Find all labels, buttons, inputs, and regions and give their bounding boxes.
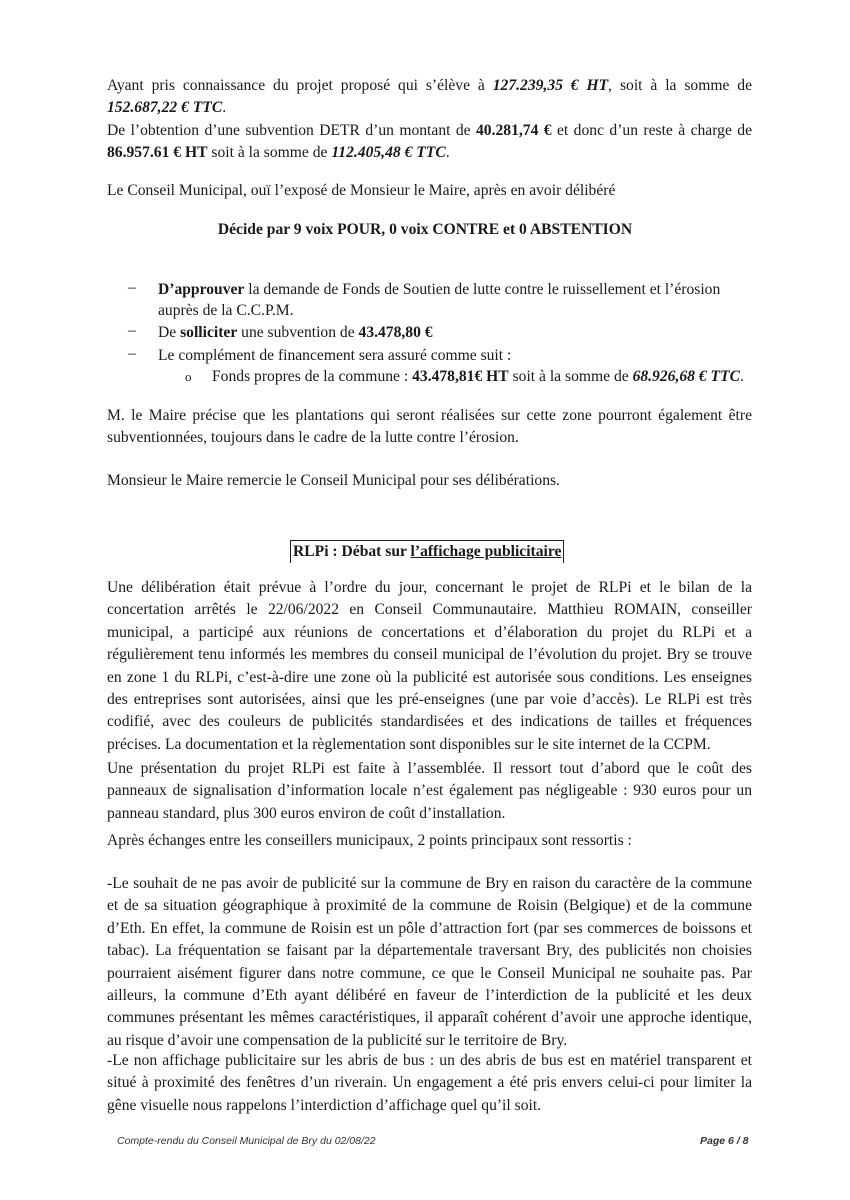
subsidy-amount: 43.478,80 € <box>358 324 433 341</box>
section-title-rlpi: RLPi : Débat sur l’affichage publicitaire <box>290 540 564 563</box>
paragraph-plantations: M. le Maire précise que les plantations qui seront réalisées sur cette zone pourront également être subventionnées, toujours dans le cadre de la lutte contre l’érosion. <box>107 407 752 447</box>
list-dash: – <box>128 279 136 296</box>
paragraph-project-cost: Ayant pris connaissance du projet proposé qui s’élève à 127.239,35 € HT, soit à la somme de 152.687,22 € TTC. De l’obtention d’une subvention DETR d’un montant de 40.281,74 € et donc d’un reste à charge de 86.957.61 € HT soit à la somme de 112.405,48 € TTC. <box>107 77 753 162</box>
decision-heading: Décide par 9 voix POUR, 0 voix CONTRE et 0 ABSTENTION <box>217 221 633 238</box>
paragraph-council-deliberation: Le Conseil Municipal, ouï l’exposé de Monsieur le Maire, après en avoir délibéré <box>107 182 616 199</box>
paragraph-thanks: Monsieur le Maire remercie le Conseil Municipal pour ses délibérations. <box>107 472 560 489</box>
sub-item-own-funds: Fonds propres de la commune : 43.478,81€ HT soit à la somme de 68.926,68 € TTC. <box>212 368 744 385</box>
paragraph-point-two: -Le non affichage publicitaire sur les abris de bus : un des abris de bus est en matériel transparent et situé à proximité des fenêtres d’un riverain. Un engagement a été pris envers celui-ci pour limiter la gêne visuelle nous rappelons l’interdiction d’affichage quel qu’il soit. <box>107 1052 752 1114</box>
paragraph-exchanges: Après échanges entre les conseillers municipaux, 2 points principaux sont ressortis : <box>107 832 632 849</box>
list-dash: – <box>128 322 136 339</box>
amount-ht: 127.239,35 € HT <box>492 77 609 94</box>
footer-document-title: Compte-rendu du Conseil Municipal de Bry du 02/08/22 <box>117 1135 376 1147</box>
paragraph-rlpi-context: Une délibération était prévue à l’ordre du jour, concernant le projet de RLPi et le bilan de la concertation arrêtés le 22/06/2022 en Conseil Communautaire. Matthieu ROMAIN, conseiller municipal, a participé aux réunions de concertations et d’élaboration du projet du RLPi et a régulièrement tenu informés les membres du conseil municipal de l’évolution du projet. Bry se trouve en zone 1 du RLPi, c’est-à-dire une zone où la publicité est autorisée sous conditions. Les enseignes des entreprises sont autorisées, ainsi que les pré-enseignes (une par voie d’accès). Le RLPi est très codifié, avec des couleurs de publicités standardisées et des indications de tailles et fréquences précises. La documentation et la règlementation sont disponibles sur le site internet de la CCPM. <box>107 579 752 753</box>
remaining-ttc: 112.405,48 € TTC <box>331 144 446 162</box>
list-item-solicit: De solliciter une subvention de 43.478,80 € <box>158 324 433 341</box>
detr-amount: 40.281,74 € <box>476 121 552 139</box>
list-dash: – <box>128 345 136 362</box>
remaining-ht: 86.957.61 € HT <box>107 144 208 162</box>
sub-bullet-icon: o <box>185 369 192 384</box>
paragraph-rlpi-presentation: Une présentation du projet RLPi est faite à l’assemblée. Il ressort tout d’abord que le coût des panneaux de signalisation d’information locale n’est également pas négligeable : 930 euros pour un panneau standard, plus 300 euros environ de coût d’installation. <box>107 760 752 822</box>
footer-page-number: Page 6 / 8 <box>700 1135 749 1147</box>
amount-ttc: 152.687,22 € TTC <box>107 99 223 117</box>
paragraph-point-one: -Le souhait de ne pas avoir de publicité sur la commune de Bry en raison du caractère de la commune et de sa situation géographique à proximité de la commune de Roisin (Belgique) et de la commune d’Eth. En effet, la commune de Roisin est un pôle d’attraction fort (par ses commerces de boissons et tabac). La fréquentation se faisant par la départementale traversant Bry, des publicités non choisies pourraient aisément figurer dans notre commune, ce que le Conseil Municipal ne souhaite pas. Par ailleurs, la commune d’Eth ayant délibéré en faveur de l’interdiction de la publicité et les deux communes présentant les mêmes caractéristiques, il apparaît cohérent d’avoir une approche identique, au risque d’avoir une compensation de la publicité sur le territoire de Bry. <box>107 875 752 1049</box>
list-item-financing: Le complément de financement sera assuré comme suit : <box>158 347 512 364</box>
list-item-approve: D’approuver la demande de Fonds de Soutien de lutte contre le ruissellement et l’érosion auprès de la C.C.P.M. <box>158 281 721 319</box>
